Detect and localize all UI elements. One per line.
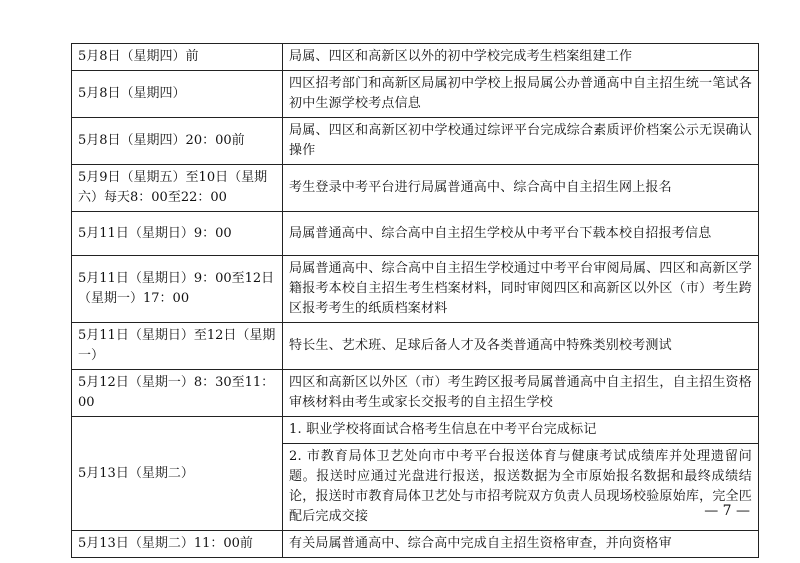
table-row <box>72 71 759 118</box>
table-row <box>72 323 759 370</box>
row-time: 5月13日（星期二） <box>72 417 283 531</box>
table-row <box>72 44 759 71</box>
row-task: 有关局属普通高中、综合高中完成自主招生资格审查，并向资格审 <box>283 531 759 558</box>
row-task: 局属、四区和高新区以外的初中学校完成考生档案组建工作 <box>283 44 759 71</box>
row-time: 5月8日（星期四）20：00前 <box>72 118 283 165</box>
row-time: 5月11日（星期日）9：00至12日（星期一）17：00 <box>72 256 283 323</box>
table-row <box>72 212 759 256</box>
row-task: 四区和高新区以外区（市）考生跨区报考局属普通高中自主招生，自主招生资格审核材料由考生或家长交报考的自主招生学校 <box>283 370 759 417</box>
row-subtask: 2. 市教育局体卫艺处向市中考平台报送体育与健康考试成绩库并处理遗留问题。报送时应通过光盘进行报送，报送数据为全市原始报名数据和最终成绩结论，报送时市教育局体卫艺处与市招考院双方负责人员现场校验原始库，完全匹配后完成交接 <box>283 444 759 531</box>
row-task: 特长生、艺术班、足球后备人才及各类普通高中特殊类别校考测试 <box>283 323 759 370</box>
row-task: 局属普通高中、综合高中自主招生学校通过中考平台审阅局属、四区和高新区学籍报考本校自主招生考生档案材料，同时审阅四区和高新区以外区（市）考生跨区报考考生的纸质档案材料 <box>283 256 759 323</box>
row-time: 5月11日（星期日）9：00 <box>72 212 283 256</box>
row-task: 局属普通高中、综合高中自主招生学校从中考平台下载本校自招报考信息 <box>283 212 759 256</box>
table-row <box>72 370 759 417</box>
row-task: 考生登录中考平台进行局属普通高中、综合高中自主招生网上报名 <box>283 165 759 212</box>
table-row <box>72 165 759 212</box>
row-time: 5月12日（星期一）8：30至11：00 <box>72 370 283 417</box>
table-row <box>72 256 759 323</box>
table-row <box>72 118 759 165</box>
row-time: 5月8日（星期四） <box>72 71 283 118</box>
table-row <box>72 417 759 444</box>
schedule-table <box>71 43 759 558</box>
row-time: 5月9日（星期五）至10日（星期六）每天8：00至22：00 <box>72 165 283 212</box>
row-time: 5月11日（星期日）至12日（星期一） <box>72 323 283 370</box>
row-time: 5月13日（星期二）11：00前 <box>72 531 283 558</box>
row-task: 四区招考部门和高新区局属初中学校上报局属公办普通高中自主招生统一笔试各初中生源学校考点信息 <box>283 71 759 118</box>
row-task: 局属、四区和高新区初中学校通过综评平台完成综合素质评价档案公示无误确认操作 <box>283 118 759 165</box>
page-number: — 7 — <box>704 503 750 519</box>
table-row <box>72 531 759 558</box>
row-subtask: 1. 职业学校将面试合格考生信息在中考平台完成标记 <box>283 417 759 444</box>
row-time: 5月8日（星期四）前 <box>72 44 283 71</box>
